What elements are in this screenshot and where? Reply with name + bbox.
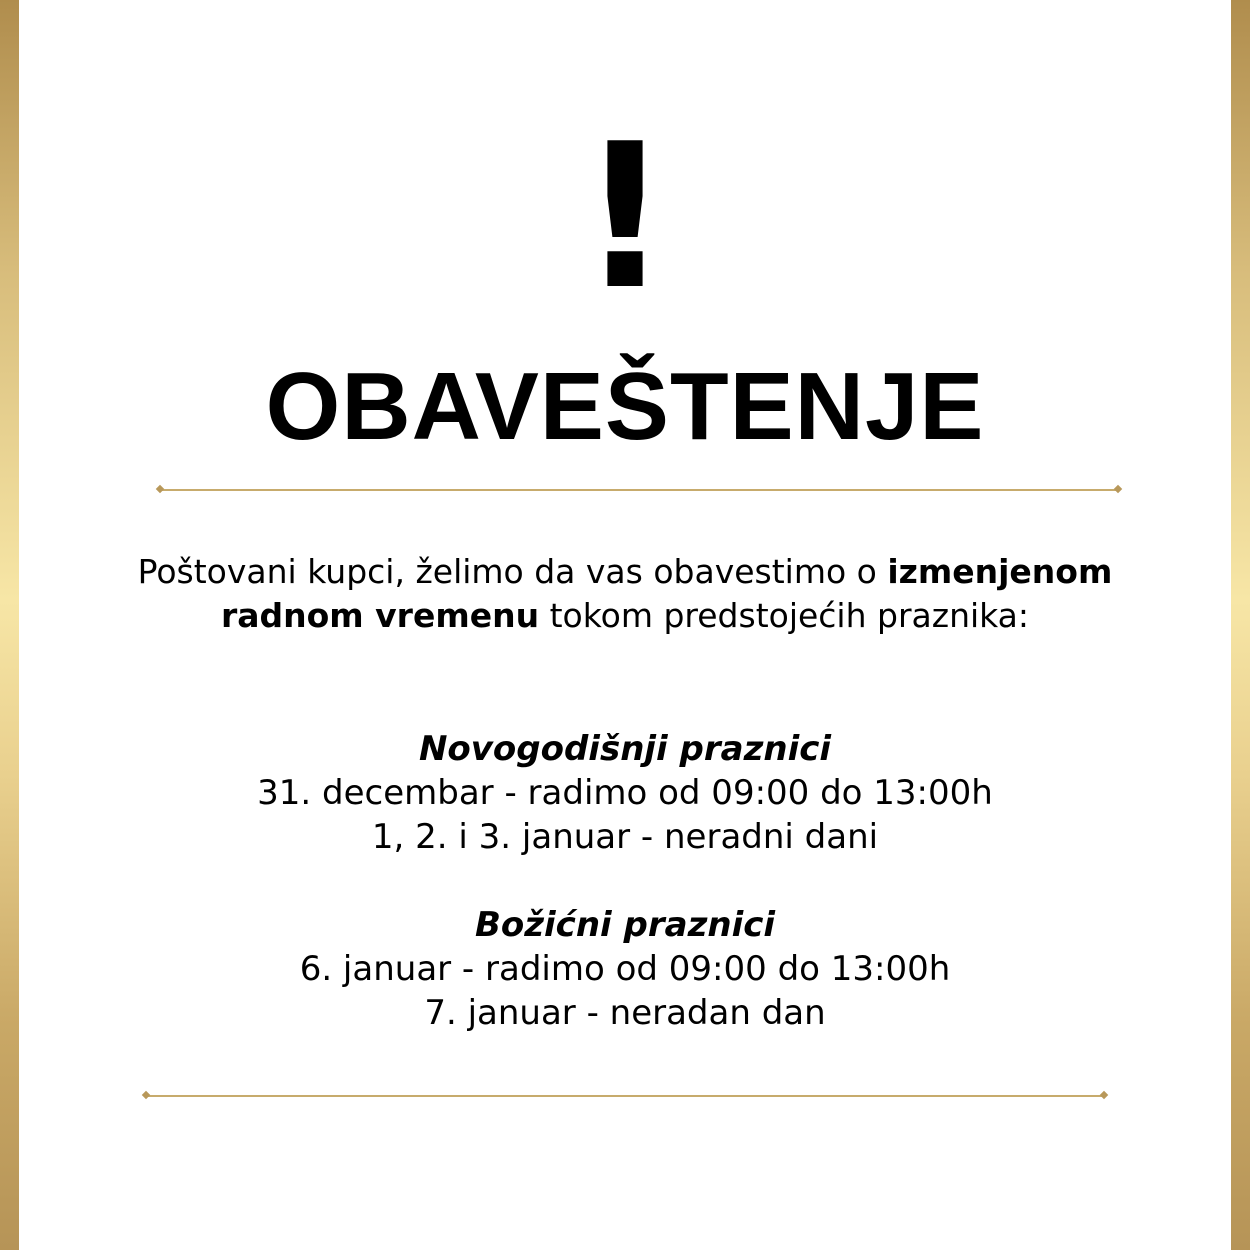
section-title: Božićni praznici [474,905,776,945]
section-new-year [0,727,1250,859]
intro-part-2: tokom predstojećih praznika: [539,596,1030,635]
exclamation-icon: ! [579,101,671,334]
section-title: Novogodišnji praznici [418,729,832,769]
schedule-line: 6. januar - radimo od 09:00 do 13:00h [299,949,951,989]
intro-part-1: Poštovani kupci, želimo da vas obavestimo o [137,552,888,591]
intro-bold-1: izmenjenom [887,552,1113,591]
bottom-divider [146,1095,1104,1097]
schedule-line: 7. januar - neradan dan [424,993,826,1033]
intro-text [60,550,1190,638]
section-christmas [0,903,1250,1035]
page-title: OBAVEŠTENJE [265,353,985,460]
intro-bold-2: radnom vremenu [220,596,540,635]
schedule-line: 1, 2. i 3. januar - neradni dani [371,817,879,857]
top-divider [160,489,1118,491]
schedule-line: 31. decembar - radimo od 09:00 do 13:00h [257,773,993,813]
